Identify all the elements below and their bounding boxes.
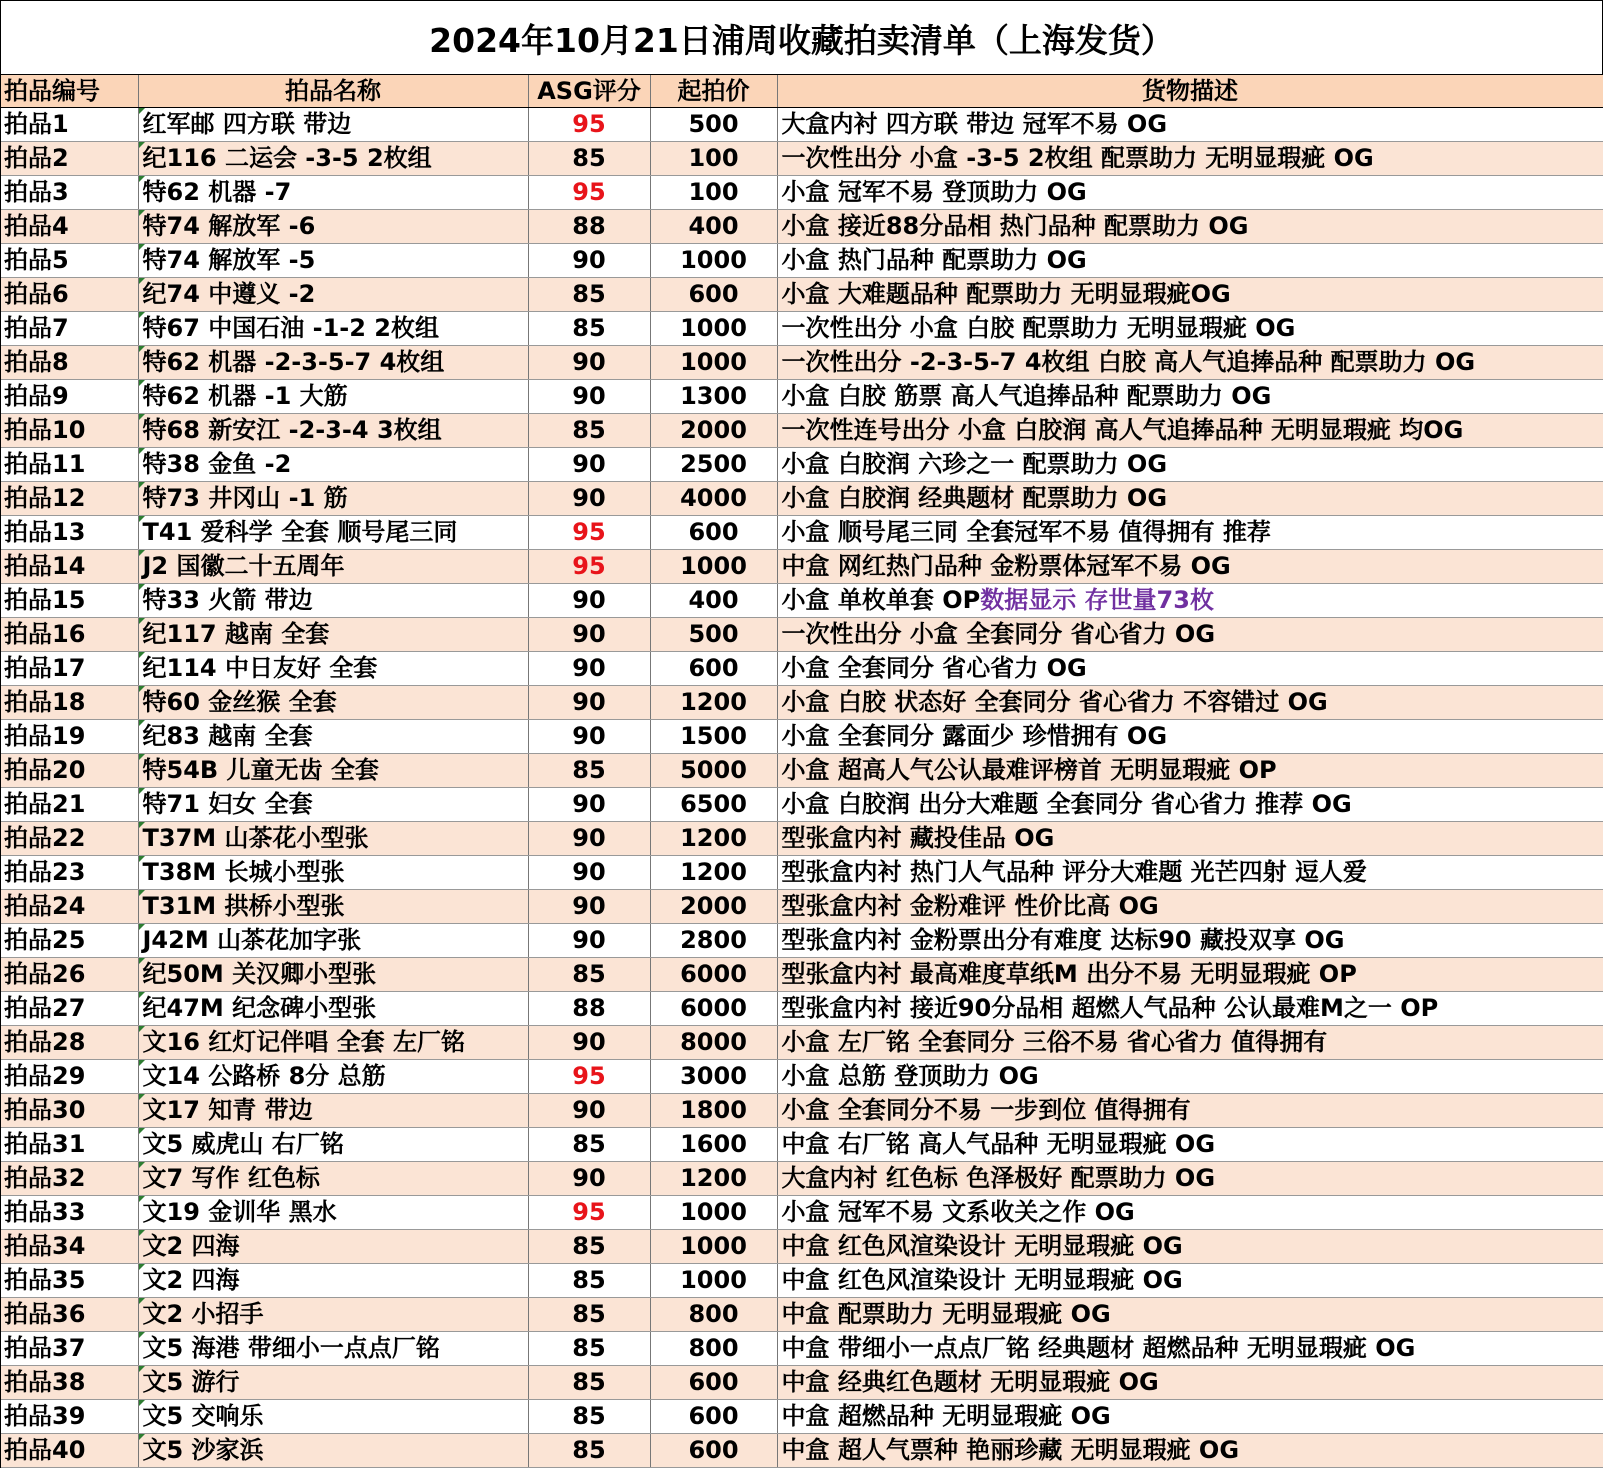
lot-number-cell: 拍品17 [1, 652, 138, 686]
lot-name-cell: 特68 新安江 -2-3-4 3枚组 [138, 414, 528, 448]
asg-score-cell: 90 [528, 380, 650, 414]
table-row [1, 142, 1603, 176]
asg-score-cell: 95 [528, 176, 650, 210]
start-price-cell: 600 [650, 1434, 777, 1468]
table-row [1, 584, 1603, 618]
description-text: 小盒 大难题品种 配票助力 无明显瑕疵OG [781, 280, 1231, 308]
lot-name-cell: 纪116 二运会 -3-5 2枚组 [138, 142, 528, 176]
lot-number-cell: 拍品37 [1, 1332, 138, 1366]
table-row [1, 686, 1603, 720]
start-price-cell: 1000 [650, 1196, 777, 1230]
start-price-cell: 8000 [650, 1026, 777, 1060]
start-price-cell: 1000 [650, 550, 777, 584]
asg-score-cell: 90 [528, 618, 650, 652]
description-text: 中盒 网红热门品种 金粉票体冠军不易 OG [781, 552, 1231, 580]
start-price-cell: 6000 [650, 958, 777, 992]
table-row [1, 1434, 1603, 1468]
start-price-cell: 3000 [650, 1060, 777, 1094]
description-text: 小盒 热门品种 配票助力 OG [781, 246, 1087, 274]
start-price-cell: 1600 [650, 1128, 777, 1162]
description-text: 中盒 带细小一点点厂铭 经典题材 超燃品种 无明显瑕疵 OG [781, 1334, 1416, 1362]
lot-name-cell: 文17 知青 带边 [138, 1094, 528, 1128]
sheet-title: 2024年10月21日浦周收藏拍卖清单（上海发货） [1, 0, 1603, 75]
asg-score-cell: 85 [528, 312, 650, 346]
lot-name-cell: T38M 长城小型张 [138, 856, 528, 890]
lot-number-cell: 拍品16 [1, 618, 138, 652]
start-price-cell: 1000 [650, 346, 777, 380]
description-text: 小盒 左厂铭 全套同分 三俗不易 省心省力 值得拥有 [781, 1028, 1328, 1056]
asg-score-cell: 95 [528, 550, 650, 584]
start-price-cell: 500 [650, 618, 777, 652]
table-row [1, 890, 1603, 924]
column-header-lot-number: 拍品编号 [1, 75, 138, 108]
description-cell [777, 1264, 1603, 1298]
description-cell [777, 1298, 1603, 1332]
asg-score-cell: 95 [528, 1060, 650, 1094]
lot-number-cell: 拍品26 [1, 958, 138, 992]
description-text: 中盒 经典红色题材 无明显瑕疵 OG [781, 1368, 1159, 1396]
lot-name-cell: 特71 妇女 全套 [138, 788, 528, 822]
asg-score-cell: 90 [528, 890, 650, 924]
description-text: 大盒内衬 四方联 带边 冠军不易 OG [781, 110, 1168, 138]
asg-score-cell: 90 [528, 686, 650, 720]
description-cell [777, 1332, 1603, 1366]
table-body [1, 108, 1603, 1468]
start-price-cell: 1800 [650, 1094, 777, 1128]
lot-name-cell: 纪74 中遵义 -2 [138, 278, 528, 312]
asg-score-cell: 90 [528, 448, 650, 482]
asg-score-cell: 90 [528, 584, 650, 618]
header-row [1, 75, 1603, 108]
asg-score-cell: 90 [528, 244, 650, 278]
description-cell [777, 890, 1603, 924]
description-cell [777, 686, 1603, 720]
description-text: 小盒 全套同分 露面少 珍惜拥有 OG [781, 722, 1168, 750]
lot-name-cell: 特62 机器 -7 [138, 176, 528, 210]
table-row [1, 448, 1603, 482]
table-row [1, 788, 1603, 822]
asg-score-cell: 90 [528, 924, 650, 958]
table-row [1, 1026, 1603, 1060]
description-cell [777, 278, 1603, 312]
description-text: 型张盒内衬 金粉难评 性价比高 OG [781, 892, 1159, 920]
asg-score-cell: 85 [528, 142, 650, 176]
start-price-cell: 1300 [650, 380, 777, 414]
table-row [1, 312, 1603, 346]
description-cell [777, 1366, 1603, 1400]
description-cell [777, 380, 1603, 414]
table-row [1, 1128, 1603, 1162]
description-cell [777, 482, 1603, 516]
table-row [1, 652, 1603, 686]
lot-name-cell: 文16 红灯记伴唱 全套 左厂铭 [138, 1026, 528, 1060]
asg-score-cell: 90 [528, 346, 650, 380]
lot-number-cell: 拍品23 [1, 856, 138, 890]
column-header-asg-score: ASG评分 [528, 75, 650, 108]
asg-score-cell: 85 [528, 754, 650, 788]
lot-number-cell: 拍品3 [1, 176, 138, 210]
table-row [1, 1264, 1603, 1298]
lot-name-cell: T41 爱科学 全套 顺号尾三同 [138, 516, 528, 550]
table-row [1, 754, 1603, 788]
lot-name-cell: 文2 四海 [138, 1230, 528, 1264]
asg-score-cell: 88 [528, 210, 650, 244]
lot-name-cell: T31M 拱桥小型张 [138, 890, 528, 924]
start-price-cell: 2000 [650, 414, 777, 448]
lot-number-cell: 拍品38 [1, 1366, 138, 1400]
description-text: 小盒 超高人气公认最难评榜首 无明显瑕疵 OP [781, 756, 1277, 784]
description-text: 小盒 白胶润 六珍之一 配票助力 OG [781, 450, 1168, 478]
description-text: 中盒 配票助力 无明显瑕疵 OG [781, 1300, 1111, 1328]
column-header-lot-name: 拍品名称 [138, 75, 528, 108]
lot-number-cell: 拍品40 [1, 1434, 138, 1468]
description-cell [777, 1196, 1603, 1230]
table-row [1, 414, 1603, 448]
table-row [1, 924, 1603, 958]
description-cell [777, 618, 1603, 652]
lot-number-cell: 拍品10 [1, 414, 138, 448]
description-text: 小盒 白胶 状态好 全套同分 省心省力 不容错过 OG [781, 688, 1328, 716]
description-cell [777, 210, 1603, 244]
description-cell [777, 992, 1603, 1026]
asg-score-cell: 85 [528, 1400, 650, 1434]
table-row [1, 278, 1603, 312]
table-row [1, 618, 1603, 652]
table-row [1, 1196, 1603, 1230]
asg-score-cell: 90 [528, 652, 650, 686]
lot-name-cell: 文14 公路桥 8分 总筋 [138, 1060, 528, 1094]
asg-score-cell: 85 [528, 1332, 650, 1366]
description-cell [777, 1400, 1603, 1434]
description-cell [777, 108, 1603, 142]
lot-number-cell: 拍品33 [1, 1196, 138, 1230]
table-row [1, 550, 1603, 584]
start-price-cell: 800 [650, 1298, 777, 1332]
table-row [1, 482, 1603, 516]
description-text: 小盒 白胶 筋票 高人气追捧品种 配票助力 OG [781, 382, 1272, 410]
description-text: 一次性连号出分 小盒 白胶润 高人气追捧品种 无明显瑕疵 均OG [781, 416, 1464, 444]
description-cell [777, 584, 1603, 618]
description-text: 小盒 白胶润 经典题材 配票助力 OG [781, 484, 1168, 512]
start-price-cell: 1000 [650, 1264, 777, 1298]
description-cell [777, 448, 1603, 482]
table-row [1, 856, 1603, 890]
asg-score-cell: 90 [528, 1026, 650, 1060]
column-header-start-price: 起拍价 [650, 75, 777, 108]
start-price-cell: 100 [650, 142, 777, 176]
start-price-cell: 600 [650, 652, 777, 686]
description-cell [777, 1094, 1603, 1128]
start-price-cell: 1200 [650, 1162, 777, 1196]
lot-number-cell: 拍品34 [1, 1230, 138, 1264]
lot-number-cell: 拍品36 [1, 1298, 138, 1332]
lot-name-cell: 特62 机器 -1 大筋 [138, 380, 528, 414]
start-price-cell: 1500 [650, 720, 777, 754]
lot-name-cell: 特74 解放军 -5 [138, 244, 528, 278]
lot-name-cell: 特74 解放军 -6 [138, 210, 528, 244]
lot-number-cell: 拍品39 [1, 1400, 138, 1434]
lot-name-cell: T37M 山茶花小型张 [138, 822, 528, 856]
description-cell [777, 788, 1603, 822]
asg-score-cell: 88 [528, 992, 650, 1026]
description-cell [777, 1162, 1603, 1196]
asg-score-cell: 90 [528, 856, 650, 890]
lot-name-cell: 文5 游行 [138, 1366, 528, 1400]
description-text: 一次性出分 小盒 -3-5 2枚组 配票助力 无明显瑕疵 OG [781, 144, 1374, 172]
start-price-cell: 1200 [650, 822, 777, 856]
start-price-cell: 6500 [650, 788, 777, 822]
table-row [1, 958, 1603, 992]
description-cell [777, 1434, 1603, 1468]
description-text: 大盒内衬 红色标 色泽极好 配票助力 OG [781, 1164, 1216, 1192]
description-text: 小盒 总筋 登顶助力 OG [781, 1062, 1039, 1090]
asg-score-cell: 95 [528, 108, 650, 142]
table-row [1, 346, 1603, 380]
lot-name-cell: 文5 沙家浜 [138, 1434, 528, 1468]
description-cell [777, 414, 1603, 448]
description-text: 小盒 接近88分品相 热门品种 配票助力 OG [781, 212, 1249, 240]
description-cell [777, 720, 1603, 754]
table-row [1, 1298, 1603, 1332]
start-price-cell: 800 [650, 1332, 777, 1366]
description-cell [777, 754, 1603, 788]
lot-name-cell: 红军邮 四方联 带边 [138, 108, 528, 142]
description-cell [777, 516, 1603, 550]
lot-number-cell: 拍品2 [1, 142, 138, 176]
description-text: 小盒 白胶润 出分大难题 全套同分 省心省力 推荐 OG [781, 790, 1352, 818]
lot-name-cell: 文19 金训华 黑水 [138, 1196, 528, 1230]
description-cell [777, 924, 1603, 958]
asg-score-cell: 85 [528, 1230, 650, 1264]
start-price-cell: 600 [650, 516, 777, 550]
start-price-cell: 2000 [650, 890, 777, 924]
description-text: 型张盒内衬 最高难度草纸M 出分不易 无明显瑕疵 OP [781, 960, 1357, 988]
description-text: 中盒 超人气票种 艳丽珍藏 无明显瑕疵 OG [781, 1436, 1240, 1464]
description-cell [777, 244, 1603, 278]
start-price-cell: 2500 [650, 448, 777, 482]
lot-number-cell: 拍品11 [1, 448, 138, 482]
table-row [1, 1060, 1603, 1094]
description-text: 中盒 超燃品种 无明显瑕疵 OG [781, 1402, 1111, 1430]
lot-number-cell: 拍品35 [1, 1264, 138, 1298]
table-row [1, 1162, 1603, 1196]
start-price-cell: 600 [650, 278, 777, 312]
asg-score-cell: 85 [528, 1434, 650, 1468]
lot-name-cell: 特54B 儿童无齿 全套 [138, 754, 528, 788]
table-row [1, 516, 1603, 550]
auction-table [1, 75, 1603, 1468]
lot-name-cell: 特38 金鱼 -2 [138, 448, 528, 482]
lot-name-cell: 特33 火箭 带边 [138, 584, 528, 618]
description-cell [777, 1026, 1603, 1060]
lot-name-cell: 特62 机器 -2-3-5-7 4枚组 [138, 346, 528, 380]
start-price-cell: 100 [650, 176, 777, 210]
lot-name-cell: 特67 中国石油 -1-2 2枚组 [138, 312, 528, 346]
lot-name-cell: 文5 海港 带细小一点点厂铭 [138, 1332, 528, 1366]
lot-name-cell: 纪117 越南 全套 [138, 618, 528, 652]
description-text: 型张盒内衬 藏投佳品 OG [781, 824, 1055, 852]
asg-score-cell: 90 [528, 482, 650, 516]
description-text: 一次性出分 小盒 白胶 配票助力 无明显瑕疵 OG [781, 314, 1296, 342]
asg-score-cell: 90 [528, 1162, 650, 1196]
lot-name-cell: 特73 井冈山 -1 筋 [138, 482, 528, 516]
description-cell [777, 856, 1603, 890]
lot-number-cell: 拍品13 [1, 516, 138, 550]
asg-score-cell: 95 [528, 1196, 650, 1230]
lot-number-cell: 拍品5 [1, 244, 138, 278]
start-price-cell: 2800 [650, 924, 777, 958]
description-cell [777, 1128, 1603, 1162]
lot-name-cell: 纪50M 关汉卿小型张 [138, 958, 528, 992]
description-cell [777, 1230, 1603, 1264]
table-row [1, 1332, 1603, 1366]
start-price-cell: 400 [650, 210, 777, 244]
lot-number-cell: 拍品28 [1, 1026, 138, 1060]
lot-number-cell: 拍品31 [1, 1128, 138, 1162]
table-row [1, 1400, 1603, 1434]
lot-number-cell: 拍品21 [1, 788, 138, 822]
lot-number-cell: 拍品14 [1, 550, 138, 584]
table-row [1, 380, 1603, 414]
lot-number-cell: 拍品1 [1, 108, 138, 142]
description-text: 小盒 顺号尾三同 全套冠军不易 值得拥有 推荐 [781, 518, 1271, 546]
description-cell [777, 1060, 1603, 1094]
description-cell [777, 176, 1603, 210]
lot-name-cell: 文2 四海 [138, 1264, 528, 1298]
asg-score-cell: 85 [528, 1366, 650, 1400]
asg-score-cell: 85 [528, 278, 650, 312]
table-row [1, 992, 1603, 1026]
description-text: 型张盒内衬 热门人气品种 评分大难题 光芒四射 逗人爱 [781, 858, 1367, 886]
start-price-cell: 1000 [650, 244, 777, 278]
asg-score-cell: 85 [528, 958, 650, 992]
lot-name-cell: 文5 交响乐 [138, 1400, 528, 1434]
description-text: 中盒 红色风渲染设计 无明显瑕疵 OG [781, 1266, 1183, 1294]
lot-name-cell: 纪47M 纪念碑小型张 [138, 992, 528, 1026]
asg-score-cell: 90 [528, 1094, 650, 1128]
table-row [1, 822, 1603, 856]
lot-number-cell: 拍品25 [1, 924, 138, 958]
description-cell [777, 142, 1603, 176]
description-note: 数据显示 存世量73枚 [980, 586, 1214, 614]
lot-number-cell: 拍品18 [1, 686, 138, 720]
description-text: 一次性出分 小盒 全套同分 省心省力 OG [781, 620, 1216, 648]
lot-name-cell: 纪114 中日友好 全套 [138, 652, 528, 686]
description-cell [777, 346, 1603, 380]
table-row [1, 210, 1603, 244]
description-cell [777, 550, 1603, 584]
start-price-cell: 6000 [650, 992, 777, 1026]
lot-number-cell: 拍品32 [1, 1162, 138, 1196]
start-price-cell: 600 [650, 1366, 777, 1400]
description-text: 中盒 右厂铭 高人气品种 无明显瑕疵 OG [781, 1130, 1216, 1158]
asg-score-cell: 85 [528, 1128, 650, 1162]
lot-number-cell: 拍品8 [1, 346, 138, 380]
description-cell [777, 652, 1603, 686]
description-text: 中盒 红色风渲染设计 无明显瑕疵 OG [781, 1232, 1183, 1260]
start-price-cell: 400 [650, 584, 777, 618]
table-row [1, 1366, 1603, 1400]
start-price-cell: 5000 [650, 754, 777, 788]
description-text: 小盒 单枚单套 OP [781, 586, 981, 614]
description-text: 小盒 全套同分不易 一步到位 值得拥有 [781, 1096, 1191, 1124]
table-row [1, 720, 1603, 754]
lot-number-cell: 拍品15 [1, 584, 138, 618]
lot-number-cell: 拍品4 [1, 210, 138, 244]
start-price-cell: 1200 [650, 856, 777, 890]
table-row [1, 108, 1603, 142]
table-row [1, 1230, 1603, 1264]
start-price-cell: 1000 [650, 1230, 777, 1264]
lot-number-cell: 拍品30 [1, 1094, 138, 1128]
lot-number-cell: 拍品12 [1, 482, 138, 516]
lot-number-cell: 拍品29 [1, 1060, 138, 1094]
asg-score-cell: 90 [528, 788, 650, 822]
lot-number-cell: 拍品24 [1, 890, 138, 924]
start-price-cell: 600 [650, 1400, 777, 1434]
description-text: 小盒 冠军不易 登顶助力 OG [781, 178, 1087, 206]
lot-number-cell: 拍品6 [1, 278, 138, 312]
description-cell [777, 312, 1603, 346]
asg-score-cell: 95 [528, 516, 650, 550]
start-price-cell: 1000 [650, 312, 777, 346]
lot-number-cell: 拍品22 [1, 822, 138, 856]
lot-number-cell: 拍品20 [1, 754, 138, 788]
lot-name-cell: 文7 写作 红色标 [138, 1162, 528, 1196]
lot-number-cell: 拍品27 [1, 992, 138, 1026]
lot-name-cell: 特60 金丝猴 全套 [138, 686, 528, 720]
lot-name-cell: J42M 山茶花加字张 [138, 924, 528, 958]
asg-score-cell: 85 [528, 1264, 650, 1298]
description-cell [777, 958, 1603, 992]
lot-number-cell: 拍品7 [1, 312, 138, 346]
description-text: 小盒 全套同分 省心省力 OG [781, 654, 1087, 682]
start-price-cell: 1200 [650, 686, 777, 720]
asg-score-cell: 90 [528, 822, 650, 856]
description-text: 一次性出分 -2-3-5-7 4枚组 白胶 高人气追捧品种 配票助力 OG [781, 348, 1476, 376]
description-text: 型张盒内衬 金粉票出分有难度 达标90 藏投双享 OG [781, 926, 1345, 954]
asg-score-cell: 85 [528, 414, 650, 448]
column-header-description: 货物描述 [777, 75, 1603, 108]
lot-name-cell: 文5 威虎山 右厂铭 [138, 1128, 528, 1162]
table-row [1, 1094, 1603, 1128]
lot-number-cell: 拍品9 [1, 380, 138, 414]
lot-name-cell: 文2 小招手 [138, 1298, 528, 1332]
asg-score-cell: 90 [528, 720, 650, 754]
description-cell [777, 822, 1603, 856]
start-price-cell: 500 [650, 108, 777, 142]
start-price-cell: 4000 [650, 482, 777, 516]
lot-number-cell: 拍品19 [1, 720, 138, 754]
table-row [1, 244, 1603, 278]
description-text: 小盒 冠军不易 文系收关之作 OG [781, 1198, 1135, 1226]
lot-name-cell: 纪83 越南 全套 [138, 720, 528, 754]
table-row [1, 176, 1603, 210]
asg-score-cell: 85 [528, 1298, 650, 1332]
description-text: 型张盒内衬 接近90分品相 超燃人气品种 公认最难M之一 OP [781, 994, 1439, 1022]
lot-name-cell: J2 国徽二十五周年 [138, 550, 528, 584]
